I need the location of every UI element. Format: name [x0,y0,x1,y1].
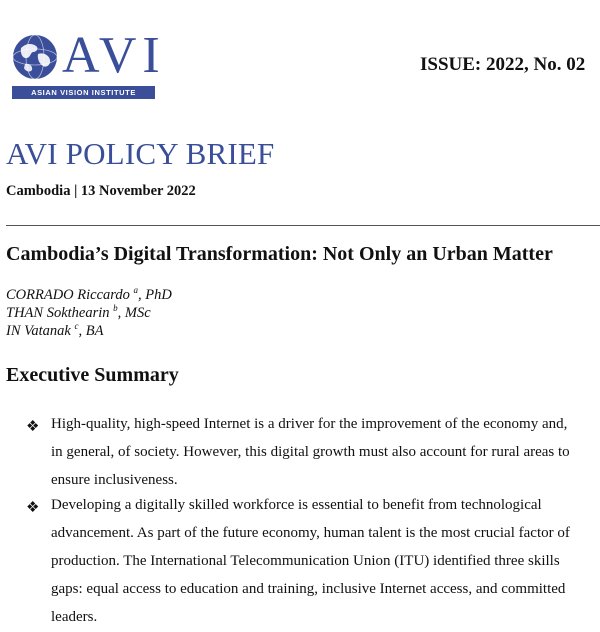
bullet-text-line: Developing a digitally skilled workforce is essential to benefit from technological [51,497,542,513]
bullet-text-line: High-quality, high-speed Internet is a driver for the improvement of the economy and, [51,416,568,432]
bullet-text-line: leaders. [51,609,98,625]
author-name: THAN Sokthearin [6,305,110,321]
author-degree: , BA [78,323,104,339]
author-degree: , PhD [138,287,172,303]
diamond-bullet-icon: ❖ [26,419,40,435]
bullet-text-line: advancement. As part of the future economy, human talent is the most crucial factor of [51,525,570,541]
author-line [6,286,172,304]
author-list [6,286,172,340]
diamond-bullet-icon: ❖ [26,500,40,516]
bullet-text-line: ensure inclusiveness. [51,472,178,488]
bullet-item [51,410,600,494]
location-date: Cambodia | 13 November 2022 [6,183,196,199]
author-line [6,322,172,340]
section-heading-executive-summary: Executive Summary [6,364,179,386]
logo-wordmark: AVI [62,27,166,84]
bullet-text-line: production. The International Telecommunication Union (ITU) identified three skills [51,553,560,569]
issue-number: ISSUE: 2022, No. 02 [420,54,586,75]
author-affiliation: a [133,285,139,296]
policy-brief-title: AVI POLICY BRIEF [6,136,275,171]
avi-logo [12,27,166,102]
bullet-text-line: gaps: equal access to education and training, inclusive Internet access, and committed [51,581,566,597]
logo-tagline: ASIAN VISION INSTITUTE [12,86,155,99]
author-line [6,304,172,322]
bullet-text-line: in general, of society. However, this digital growth must also account for rural areas to [51,444,570,460]
author-name: CORRADO Riccardo [6,287,130,303]
author-affiliation: b [113,303,118,314]
author-name: IN Vatanak [6,323,71,339]
globe-icon [12,34,58,80]
bullet-item [51,491,600,631]
author-degree: , MSc [117,305,151,321]
horizontal-divider [6,225,600,226]
article-title: Cambodia’s Digital Transformation: Not Only an Urban Matter [6,243,553,265]
author-affiliation: c [74,321,79,332]
